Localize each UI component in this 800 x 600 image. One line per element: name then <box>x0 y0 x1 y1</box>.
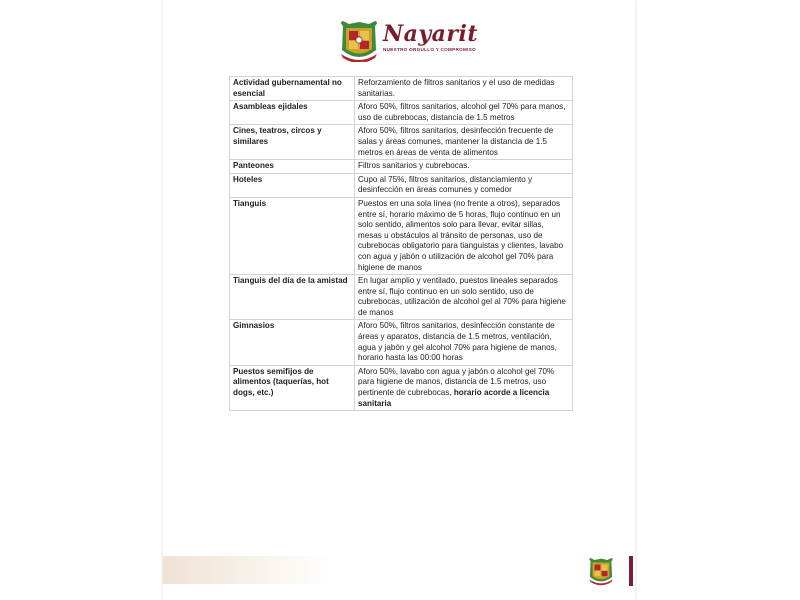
activity-cell: Actividad gubernamental no esencial <box>230 77 355 101</box>
table-row <box>230 160 573 174</box>
footer-accent-bar <box>629 556 633 586</box>
measure-text: Puestos en una sola línea (no frente a otros), separados entre sí, horario máximo de 5 horas, flujo continuo en un solo sentido, alimentos solo para llevar, evitar sillas, mesas u obstáculos al tránsito de personas, uso de cubrebocas obligatorio para tianguistas y clientes, lavabo con agua y jabón o utilización de alcohol gel 70% para higiene de manos <box>358 198 564 272</box>
table-row <box>230 365 573 410</box>
table-row <box>230 101 573 125</box>
measure-cell <box>355 320 573 365</box>
activity-cell: Asambleas ejidales <box>230 101 355 125</box>
activity-cell: Panteones <box>230 160 355 174</box>
measure-text: Filtros sanitarios y cubrebocas. <box>358 161 470 171</box>
measure-cell <box>355 365 573 410</box>
activity-cell: Tianguis <box>230 197 355 274</box>
measure-text: En lugar amplio y ventilado, puestos lineales separados entre sí, flujo continuo en un solo sentido, uso de cubrebocas, utilización de alcohol gel al 70% para higiene de manos <box>358 276 566 317</box>
header-logo <box>339 20 479 62</box>
activity-cell: Tianguis del día de la amistad <box>230 275 355 320</box>
footer-band <box>163 556 333 584</box>
measure-bold-text: horario acorde a licencia sanitaria <box>358 388 550 408</box>
measure-text: Aforo 50%, filtros sanitarios, alcohol gel 70% para manos, uso de cubrebocas, distancia de 1.5 metros <box>358 102 566 122</box>
brand-name: Nayarit <box>383 21 479 47</box>
measure-cell <box>355 77 573 101</box>
measure-text: Aforo 50%, filtros sanitarios, desinfección constante de áreas y aparatos, distancia de 1.5 metros, ventilación, agua y jabón y gel alcohol 70% para higiene de manos, horario hasta las 00:00 horas <box>358 321 557 363</box>
measure-text: Aforo 50%, filtros sanitarios, desinfección frecuente de salas y áreas comunes, mantener la distancia de 1.5 metros en áreas de venta de alimentos <box>358 126 554 157</box>
table-row <box>230 320 573 365</box>
activity-cell: Cines, teatros, circos y similares <box>230 125 355 160</box>
sanitary-rules-table <box>229 76 573 411</box>
brand-text <box>383 22 478 52</box>
measure-text: Reforzamiento de filtros sanitarios y el uso de medidas sanitarias. <box>358 78 555 98</box>
table-row <box>230 77 573 101</box>
measure-cell <box>355 160 573 174</box>
measure-text: Aforo 50%, lavabo con agua y jabón o alcohol gel 70% para higiene de manos, distancia de 1.5 metros, uso pertinente de cubrebocas, <box>358 366 555 398</box>
measure-text: Cupo al 75%, filtros sanitarios, distanciamiento y desinfección en áreas comunes y comedor <box>358 174 533 195</box>
activity-cell: Gimnasios <box>230 320 355 365</box>
table-row <box>230 125 573 160</box>
nayarit-crest-icon <box>339 20 379 62</box>
activity-cell: Puestos semifijos de alimentos (taquerías, hot dogs, etc.) <box>230 365 355 410</box>
document-page <box>163 0 635 600</box>
measure-cell <box>355 197 573 274</box>
table-row <box>230 197 573 274</box>
activity-cell: Hoteles <box>230 173 355 197</box>
measure-cell <box>355 275 573 320</box>
brand-tagline: NUESTRO ORGULLO Y COMPROMISO <box>383 47 476 52</box>
measure-cell <box>355 101 573 125</box>
table-row <box>230 173 573 197</box>
measure-cell <box>355 173 573 197</box>
measure-cell <box>355 125 573 160</box>
table-row <box>230 275 573 320</box>
nayarit-crest-icon <box>588 556 614 586</box>
